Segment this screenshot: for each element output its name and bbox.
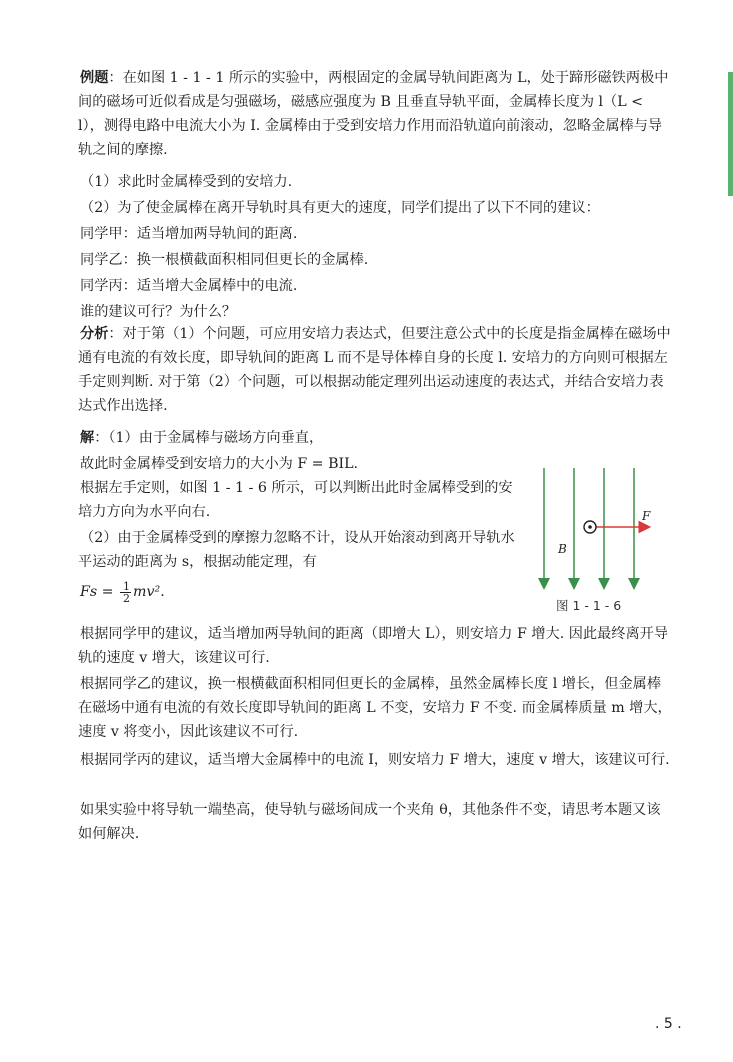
figure-magnetic-field <box>530 466 672 616</box>
solution-line-3: 根据左手定则，如图 1 - 1 - 6 所示，可以判断出此时金属棒受到的安培力方向为水平向右. <box>78 480 513 520</box>
fraction-denominator: 2 <box>123 591 131 605</box>
field-label-b: B <box>558 542 567 556</box>
example-text: ：在如图 1 - 1 - 1 所示的实验中，两根固定的金属导轨间距离为 L，处于蹄形磁铁两极中间的磁场可近似看成是匀强磁场，磁感应强度为 B 且垂直导轨平面，金属棒长度为 l（L < l），测得电路中电流大小为 I. 金属棒由于受到安培力作用而沿轨道向前滚动，忽略金属棒与导轨之间的摩擦. <box>78 70 669 158</box>
solution-line-1 <box>78 426 518 450</box>
energy-equation <box>78 580 378 604</box>
question-1: （1）求此时金属棒受到的安培力. <box>80 174 293 190</box>
analysis-text: ：对于第（1）个问题，可应用安培力表达式，但要注意公式中的长度是指金属棒在磁场中通有电流的有效长度，即导轨间的距离 L 而不是导体棒自身的长度 l. 安培力的方向则可根据左手定则判断. 对于第（2）个问题，可以根据动能定理列出运动速度的表达式，并结合安培力表达式作出选择. <box>78 326 671 414</box>
solution-label: 解 <box>80 430 95 446</box>
field-diagram <box>530 466 672 596</box>
solution-line-4: （2）由于金属棒受到的摩擦力忽略不计，设从开始滚动到离开导轨水平运动的距离为 s，根据动能定理，有 <box>78 530 515 570</box>
solution-text-1: ：（1）由于金属棒与磁场方向垂直， <box>94 430 324 446</box>
fraction-numerator: 1 <box>120 581 131 593</box>
force-label-f: F <box>642 509 651 523</box>
figure-caption: 图 1 - 1 - 6 <box>556 598 622 613</box>
question-ask: 谁的建议可行？为什么？ <box>80 304 237 320</box>
think-question: 如果实验中将导轨一端垫高，使导轨与磁场间成一个夹角 θ，其他条件不变，请思考本题又该如何解决. <box>78 802 661 842</box>
analysis-bing: 根据同学丙的建议，适当增大金属棒中的电流 I，则安培力 F 增大，速度 v 增大，该建议可行. <box>80 752 670 768</box>
suggestion-yi: 同学乙：换一根横截面积相同但更长的金属棒. <box>80 252 369 268</box>
suggestion-bing: 同学丙：适当增大金属棒中的电流. <box>80 278 298 294</box>
suggestion-jia: 同学甲：适当增加两导轨间的距离. <box>80 226 298 242</box>
analysis-jia: 根据同学甲的建议，适当增加两导轨间的距离（即增大 L），则安培力 F 增大. 因此最终离开导轨的速度 v 增大，该建议可行. <box>78 626 669 666</box>
analysis-label: 分析 <box>80 326 109 342</box>
example-paragraph <box>78 66 672 162</box>
chapter-tab <box>728 72 733 196</box>
analysis-yi: 根据同学乙的建议，换一根横截面积相同但更长的金属棒，虽然金属棒长度 l 增长，但金属棒在磁场中通有电流的有效长度即导轨间的距离 L 不变，安培力 F 不变. 而金属棒质量 m 增大，速度 v 将变小，因此该建议不可行. <box>78 676 672 740</box>
equation-left: Fs = <box>80 584 114 600</box>
solution-line-2: 故此时金属棒受到安培力的大小为 F = BIL. <box>80 456 359 472</box>
equation-right: mv². <box>133 584 165 600</box>
page-number: . 5 . <box>655 1016 682 1032</box>
analysis-paragraph <box>78 322 672 418</box>
question-2: （2）为了使金属棒在离开导轨时具有更大的速度，同学们提出了以下不同的建议： <box>80 200 600 216</box>
example-label: 例题 <box>80 70 109 86</box>
equation-fraction <box>120 581 131 604</box>
